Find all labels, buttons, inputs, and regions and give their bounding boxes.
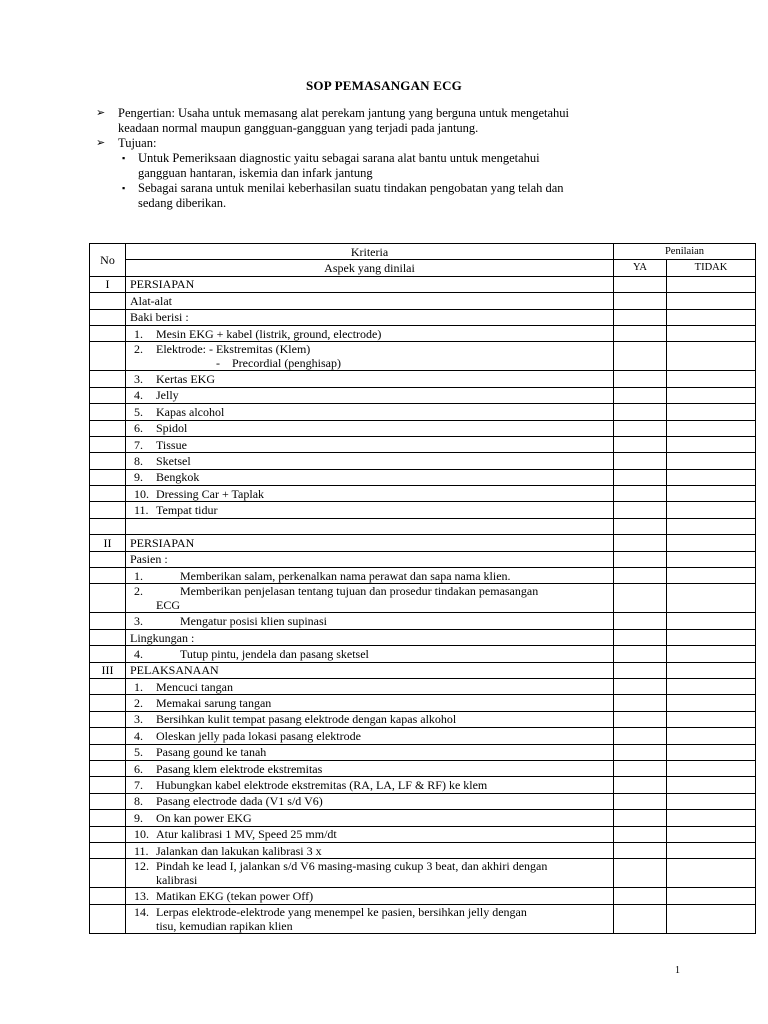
- table-row: [90, 662, 756, 678]
- ya-cell[interactable]: [614, 810, 667, 826]
- criteria-item: 12. Pindah ke lead I, jalankan s/d V6 masing-masing cukup 3 beat, dan akhiri dengan kalibrasi: [126, 859, 614, 888]
- criteria-item: 3. Mengatur posisi klien supinasi: [126, 613, 614, 629]
- table-row: [90, 342, 756, 371]
- criteria-item: 4. Tutup pintu, jendela dan pasang sketsel: [126, 646, 614, 662]
- criteria-item: 2. Memberikan penjelasan tentang tujuan dan prosedur tindakan pemasangan ECG: [126, 584, 614, 613]
- header-no: No: [90, 244, 126, 277]
- table-row: [90, 695, 756, 711]
- ya-cell[interactable]: [614, 646, 667, 662]
- tidak-cell[interactable]: [667, 728, 756, 744]
- table-row: [90, 584, 756, 613]
- table-row: [90, 568, 756, 584]
- tidak-cell[interactable]: [667, 584, 756, 613]
- table-row: [90, 888, 756, 904]
- criteria-item: 9. On kan power EKG: [126, 810, 614, 826]
- intro-section: [96, 106, 696, 211]
- tujuan-bullet-2-line-1: Sebagai sarana untuk menilai keberhasilan suatu tindakan pengobatan yang telah dan: [138, 181, 564, 195]
- table-row: [90, 436, 756, 452]
- tidak-cell[interactable]: [667, 453, 756, 469]
- square-bullet-icon: ▪: [122, 183, 126, 193]
- criteria-item: 10. Dressing Car + Taplak: [126, 486, 614, 502]
- tidak-cell[interactable]: [667, 826, 756, 842]
- ya-cell[interactable]: [614, 793, 667, 809]
- arrow-bullet-icon: ➢: [96, 107, 106, 119]
- criteria-item: 1. Mencuci tangan: [126, 678, 614, 694]
- subsection-label: Baki berisi :: [126, 309, 614, 325]
- ya-cell[interactable]: [614, 325, 667, 341]
- section-title: PELAKSANAAN: [126, 662, 614, 678]
- table-row: [90, 711, 756, 727]
- tidak-cell[interactable]: [667, 469, 756, 485]
- tidak-cell[interactable]: [667, 810, 756, 826]
- tidak-cell[interactable]: [667, 518, 756, 534]
- table-row: [90, 826, 756, 842]
- ya-cell[interactable]: [614, 502, 667, 518]
- criteria-item: 2. Memakai sarung tangan: [126, 695, 614, 711]
- criteria-item: 2. Elektrode: - Ekstremitas (Klem) - Precordial (penghisap): [126, 342, 614, 371]
- ya-cell[interactable]: [614, 309, 667, 325]
- tidak-cell[interactable]: [667, 436, 756, 452]
- table-row: [90, 420, 756, 436]
- criteria-item: 7. Hubungkan kabel elektrode ekstremitas (RA, LA, LF & RF) ke klem: [126, 777, 614, 793]
- table-row: [90, 904, 756, 933]
- subsection-label: Pasien :: [126, 551, 614, 567]
- ya-cell[interactable]: [614, 518, 667, 534]
- criteria-item: 8. Pasang electrode dada (V1 s/d V6): [126, 793, 614, 809]
- document-title: SOP PEMASANGAN ECG: [305, 78, 462, 93]
- table-row: [90, 325, 756, 341]
- table-row: [90, 744, 756, 760]
- criteria-item: 7. Tissue: [126, 436, 614, 452]
- ya-cell[interactable]: [614, 888, 667, 904]
- ya-cell[interactable]: [614, 436, 667, 452]
- table-row: [90, 793, 756, 809]
- ya-cell[interactable]: [614, 387, 667, 403]
- ya-cell[interactable]: [614, 293, 667, 309]
- tidak-cell[interactable]: [667, 904, 756, 933]
- table-row: [90, 646, 756, 662]
- ya-cell[interactable]: [614, 584, 667, 613]
- table-row: [90, 629, 756, 645]
- criteria-item: 10. Atur kalibrasi 1 MV, Speed 25 mm/dt: [126, 826, 614, 842]
- ya-cell[interactable]: [614, 453, 667, 469]
- page-number: 1: [675, 965, 680, 976]
- ya-cell[interactable]: [614, 420, 667, 436]
- tidak-cell[interactable]: [667, 760, 756, 776]
- table-row: [90, 469, 756, 485]
- pengertian-line-2: keadaan normal maupun gangguan-gangguan yang terjadi pada jantung.: [118, 121, 479, 135]
- section-number: III: [90, 662, 126, 678]
- ya-cell[interactable]: [614, 371, 667, 387]
- tidak-cell[interactable]: [667, 276, 756, 292]
- table-row: [90, 486, 756, 502]
- ya-cell[interactable]: [614, 486, 667, 502]
- criteria-item: 5. Pasang gound ke tanah: [126, 744, 614, 760]
- square-bullet-icon: ▪: [122, 153, 126, 163]
- table-row: [90, 404, 756, 420]
- section-title: PERSIAPAN: [126, 276, 614, 292]
- criteria-item: 9. Bengkok: [126, 469, 614, 485]
- criteria-item: 6. Pasang klem elektrode ekstremitas: [126, 760, 614, 776]
- header-ya: YA: [614, 260, 667, 276]
- tidak-cell[interactable]: [667, 662, 756, 678]
- ya-cell[interactable]: [614, 535, 667, 551]
- tidak-cell[interactable]: [667, 613, 756, 629]
- header-aspek: Aspek yang dinilai: [126, 260, 614, 276]
- ya-cell[interactable]: [614, 777, 667, 793]
- ya-cell[interactable]: [614, 276, 667, 292]
- header-tidak: TIDAK: [667, 260, 756, 276]
- table-row: [90, 453, 756, 469]
- ya-cell[interactable]: [614, 613, 667, 629]
- criteria-item: 4. Oleskan jelly pada lokasi pasang elektrode: [126, 728, 614, 744]
- tidak-cell[interactable]: [667, 502, 756, 518]
- table-row: [90, 535, 756, 551]
- ya-cell[interactable]: [614, 662, 667, 678]
- criteria-item: 3. Kertas EKG: [126, 371, 614, 387]
- tidak-cell[interactable]: [667, 793, 756, 809]
- ya-cell[interactable]: [614, 695, 667, 711]
- ya-cell[interactable]: [614, 859, 667, 888]
- tidak-cell[interactable]: [667, 744, 756, 760]
- tidak-cell[interactable]: [667, 859, 756, 888]
- tidak-cell[interactable]: [667, 678, 756, 694]
- table-row: [90, 678, 756, 694]
- criteria-item: 1. Memberikan salam, perkenalkan nama perawat dan sapa nama klien.: [126, 568, 614, 584]
- sop-table: [89, 243, 756, 934]
- table-row: [90, 842, 756, 858]
- ya-cell[interactable]: [614, 404, 667, 420]
- tidak-cell[interactable]: [667, 535, 756, 551]
- table-row: [90, 810, 756, 826]
- table-row: [90, 502, 756, 518]
- table-row: [90, 859, 756, 888]
- section-number: I: [90, 276, 126, 292]
- table-row: [90, 728, 756, 744]
- tidak-cell[interactable]: [667, 777, 756, 793]
- tidak-cell[interactable]: [667, 387, 756, 403]
- ya-cell[interactable]: [614, 342, 667, 371]
- table-row: [90, 387, 756, 403]
- tidak-cell[interactable]: [667, 486, 756, 502]
- table-row: [90, 309, 756, 325]
- tidak-cell[interactable]: [667, 420, 756, 436]
- table-row: [90, 551, 756, 567]
- criteria-item: 1. Mesin EKG + kabel (listrik, ground, electrode): [126, 325, 614, 341]
- criteria-item: 6. Spidol: [126, 420, 614, 436]
- ya-cell[interactable]: [614, 826, 667, 842]
- ya-cell[interactable]: [614, 629, 667, 645]
- criteria-item: 11. Jalankan dan lakukan kalibrasi 3 x: [126, 842, 614, 858]
- ya-cell[interactable]: [614, 469, 667, 485]
- ya-cell[interactable]: [614, 551, 667, 567]
- arrow-bullet-icon: ➢: [96, 137, 106, 149]
- section-number: II: [90, 535, 126, 551]
- empty-row: [90, 518, 756, 534]
- tidak-cell[interactable]: [667, 646, 756, 662]
- tidak-cell[interactable]: [667, 404, 756, 420]
- table-row: [90, 293, 756, 309]
- table-row: [90, 777, 756, 793]
- tidak-cell[interactable]: [667, 325, 756, 341]
- table-row: [90, 760, 756, 776]
- tujuan-bullet-1-line-1: Untuk Pemeriksaan diagnostic yaitu sebagai sarana alat bantu untuk mengetahui: [138, 151, 540, 165]
- ya-cell[interactable]: [614, 744, 667, 760]
- tidak-cell[interactable]: [667, 342, 756, 371]
- section-title: PERSIAPAN: [126, 535, 614, 551]
- criteria-item: 8. Sketsel: [126, 453, 614, 469]
- header-penilaian: Penilaian: [614, 244, 756, 260]
- tidak-cell[interactable]: [667, 551, 756, 567]
- criteria-item: 4. Jelly: [126, 387, 614, 403]
- ya-cell[interactable]: [614, 904, 667, 933]
- table-row: [90, 276, 756, 292]
- criteria-item: 13. Matikan EKG (tekan power Off): [126, 888, 614, 904]
- subsection-label: Alat-alat: [126, 293, 614, 309]
- tidak-cell[interactable]: [667, 711, 756, 727]
- ya-cell[interactable]: [614, 728, 667, 744]
- criteria-item: 5. Kapas alcohol: [126, 404, 614, 420]
- ya-cell[interactable]: [614, 678, 667, 694]
- ya-cell[interactable]: [614, 842, 667, 858]
- subsection-label: Lingkungan :: [126, 629, 614, 645]
- tidak-cell[interactable]: [667, 293, 756, 309]
- ya-cell[interactable]: [614, 711, 667, 727]
- tujuan-bullet-1-line-2: gangguan hantaran, iskemia dan infark jantung: [138, 166, 373, 180]
- table-row: [90, 613, 756, 629]
- criteria-item: 3. Bersihkan kulit tempat pasang elektrode dengan kapas alkohol: [126, 711, 614, 727]
- tidak-cell[interactable]: [667, 371, 756, 387]
- header-kriteria: Kriteria: [126, 244, 614, 260]
- criteria-item: 14. Lerpas elektrode-elektrode yang menempel ke pasien, bersihkan jelly dengan tisu, kemudian rapikan klien: [126, 904, 614, 933]
- tidak-cell[interactable]: [667, 695, 756, 711]
- tidak-cell[interactable]: [667, 842, 756, 858]
- tujuan-bullet-2-line-2: sedang diberikan.: [138, 196, 227, 210]
- tidak-cell[interactable]: [667, 309, 756, 325]
- tidak-cell[interactable]: [667, 629, 756, 645]
- criteria-item: 11. Tempat tidur: [126, 502, 614, 518]
- ya-cell[interactable]: [614, 760, 667, 776]
- tidak-cell[interactable]: [667, 568, 756, 584]
- pengertian-line-1: Pengertian: Usaha untuk memasang alat perekam jantung yang berguna untuk mengetahui: [118, 106, 570, 120]
- tidak-cell[interactable]: [667, 888, 756, 904]
- tujuan-label: Tujuan:: [118, 136, 157, 150]
- ya-cell[interactable]: [614, 568, 667, 584]
- table-row: [90, 371, 756, 387]
